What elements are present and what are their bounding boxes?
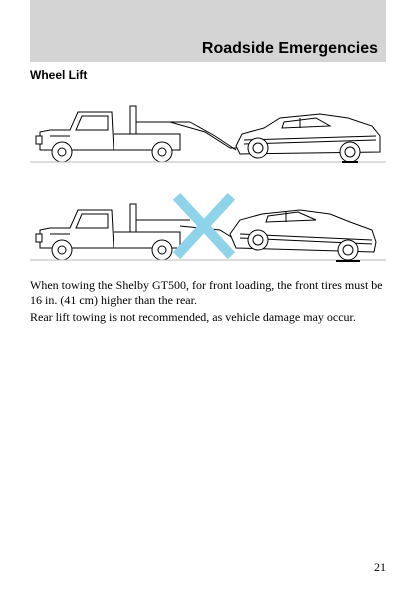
rear-lift-warning-paragraph: Rear lift towing is not recommended, as vehicle damage may occur. (30, 310, 356, 324)
chapter-header (30, 0, 386, 62)
rear-lift-illustration (30, 190, 386, 270)
wheel-lift-illustration (30, 92, 386, 172)
chapter-title: Roadside Emergencies (201, 40, 378, 57)
prohibited-cross-icon (180, 200, 228, 252)
towing-instruction-paragraph: When towing the Shelby GT500, for front loading, the front tires must be 16 in. (41 cm) higher than the rear. (30, 278, 383, 307)
page-number: 21 (374, 560, 386, 574)
section-title: Wheel Lift (30, 68, 88, 82)
